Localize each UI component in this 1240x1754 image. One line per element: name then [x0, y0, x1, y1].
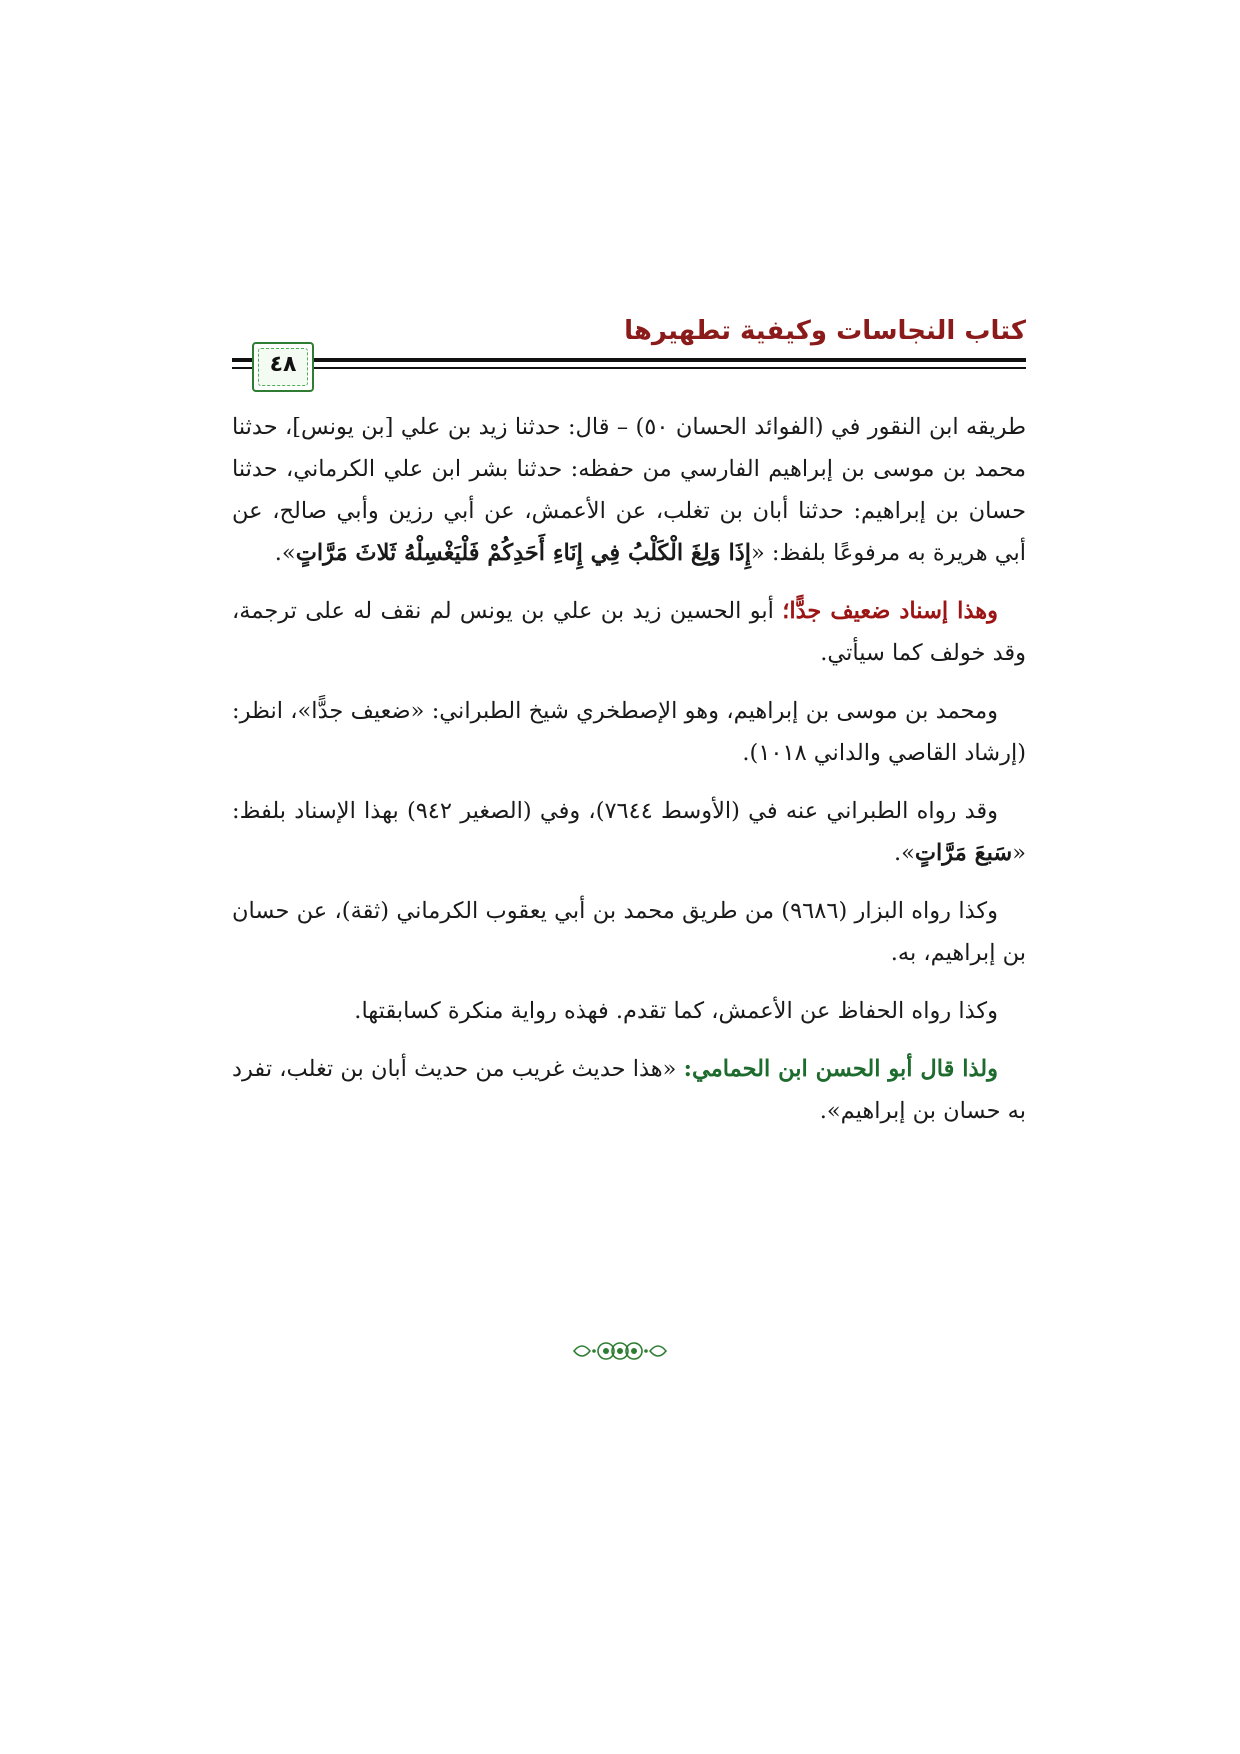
paragraph-text: وقد رواه الطبراني عنه في (الأوسط ٧٦٤٤)، وفي (الصغير ٩٤٢) بهذا الإسناد بلفظ: «: [232, 798, 1026, 866]
paragraph-text: «هذا حديث غريب من حديث أبان بن تغلب، تفرد به حسان بن إبراهيم».: [232, 1056, 1026, 1124]
paragraph-text: طريقه ابن النقور في (الفوائد الحسان ٥٠) – قال: حدثنا زيد بن علي [بن يونس]، حدثنا محمد بن موسى بن إبراهيم الفارسي من حفظه: حدثنا بشر ابن علي الكرماني، حدثنا حسان بن إبراهيم: حدثنا أبان بن تغلب، عن الأعمش، عن أبي رزين وأبي صالح، عن أبي هريرة به مرفوعًا بلفظ: «: [232, 414, 1027, 566]
quote-close: ».: [274, 540, 296, 566]
header-rule-thick: [232, 358, 1026, 362]
paragraph-text: أبو الحسين زيد بن علي بن يونس لم نقف له على ترجمة، وقد خولف كما سيأتي.: [232, 598, 1026, 666]
floral-divider-ornament-icon: [570, 1336, 670, 1366]
page-number: ٤٨: [269, 352, 297, 377]
header-rule-thin: [232, 367, 1026, 369]
paragraph-bazzar: [232, 890, 1026, 974]
paragraph-isnad-grading: [232, 590, 1026, 674]
grading-highlight: وهذا إسناد ضعيف جدًّا؛: [782, 598, 998, 624]
attribution-highlight: ولذا قال أبو الحسن ابن الحمامي:: [683, 1056, 998, 1082]
paragraph-text: ومحمد بن موسى بن إبراهيم، وهو الإصطخري شيخ الطبراني: «ضعيف جدًّا»، انظر: (إرشاد القاصي والداني ١٠١٨).: [232, 698, 1026, 766]
quote-close: ».: [893, 840, 915, 866]
paragraph-tabarani: [232, 790, 1026, 874]
paragraph-narrator-note: [232, 690, 1026, 774]
page-header: [232, 310, 1026, 390]
paragraph-text: وكذا رواه الحفاظ عن الأعمش، كما تقدم. فهذه رواية منكرة كسابقتها.: [354, 998, 998, 1024]
page-content: [232, 406, 1026, 1148]
paragraph-hammami-quote: [232, 1048, 1026, 1132]
page-number-frame-icon: [252, 342, 314, 392]
paragraph-huffaz: [232, 990, 1026, 1032]
hadith-quote: سَبعَ مَرَّاتٍ: [914, 840, 1013, 866]
paragraph-text: وكذا رواه البزار (٩٦٨٦) من طريق محمد بن أبي يعقوب الكرماني (ثقة)، عن حسان بن إبراهيم، به.: [232, 898, 1026, 966]
hadith-quote: إِذَا وَلِغَ الْكَلْبُ فِي إِنَاءِ أَحَدِكُمْ فَلْيَغْسِلْهُ ثَلاثَ مَرَّاتٍ: [295, 540, 751, 566]
paragraph-chain-of-narration: [232, 406, 1026, 574]
book-title: كتاب النجاسات وكيفية تطهيرها: [624, 316, 1026, 346]
